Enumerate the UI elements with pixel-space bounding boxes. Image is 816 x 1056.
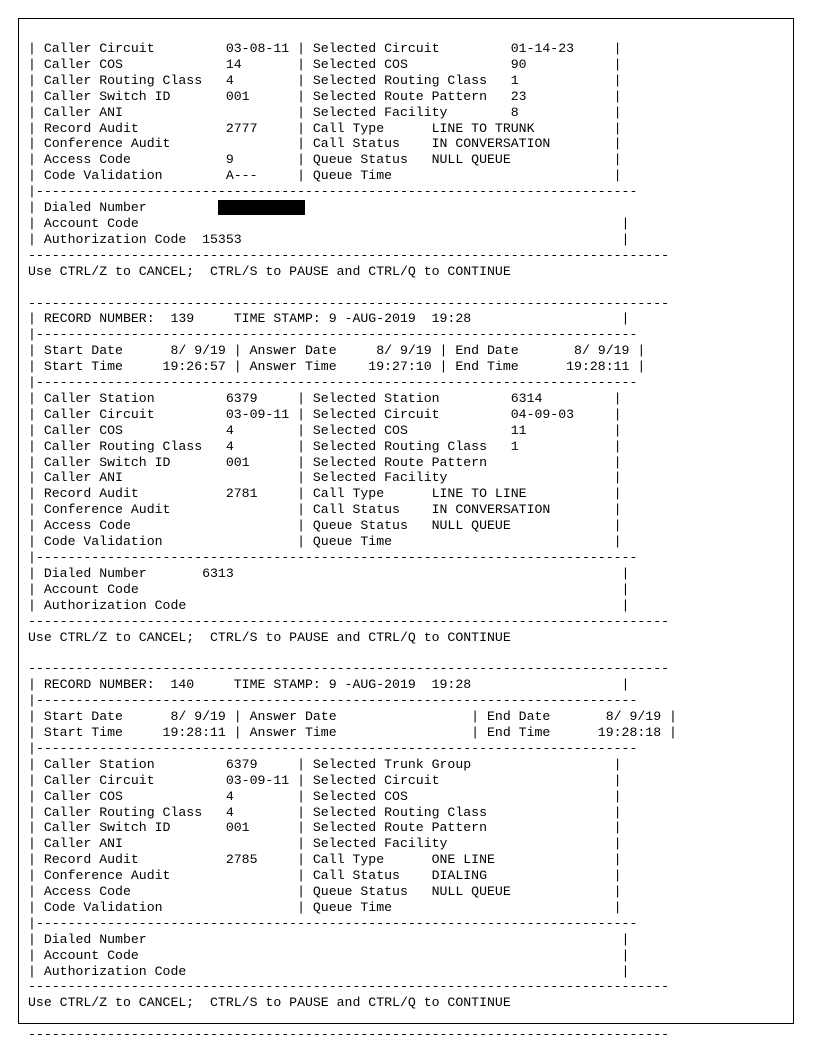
record-138-body: | Caller Circuit 03-08-11 | Selected Circuit 01-14-23 | | Caller COS 14 | Selected COS 90 | | Caller Routing Class 4 | Selected Routing Class 1 | | Caller Switch ID 001 | Selected Route Pattern 23 | | Caller ANI | Selected Facility 8 | | Record Audit 2777 | Call Type LINE TO TRUNK | | Conference Audit | Call Status IN CONVERSATION | | Access Code 9 | Queue Status NULL QUEUE | | Code Validation A--- | Queue Time | |---------------------------------------------------------------------------- | Dialed Number <box>28 41 638 216</box>
redacted-dialed-number <box>218 200 305 215</box>
records-139-140: | Account Code | | Authorization Code 15353 | --------------------------------------------------------------------------------- Use CTRL/Z to CANCEL; CTRL/S to PAUSE and CTRL/Q to CONTINUE --------------------------------------------------------------------------------- | RECORD NUMBER: 139 TIME STAMP: 9 -AUG-2019 19:28 | |---------------------------------------------------------------------------- | Start Date 8/ 9/19 | Answer Date 8/ 9/19 | End Date 8/ 9/19 | | Start Time 19:26:57 | Answer Time 19:27:10 | End Time 19:28:11 | |---------------------------------------------------------------------------- | Caller Station 6379 | Selected Station 6314 | | Caller Circuit 03-09-11 | Selected Circuit 04-09-03 | | Caller COS 4 | Selected COS 11 | | Caller Routing Class 4 | Selected Routing Class 1 | | Caller Switch ID 001 | Selected Route Pattern | | Caller ANI | Selected Facility | | Record Audit 2781 | Call Type LINE TO LINE | | Conference Audit | Call Status IN CONVERSATION | | Access Code | Queue Status NULL QUEUE | | Code Validation | Queue Time | |---------------------------------------------------------------------------- | Dialed Number 6313 | | Account Code | | Authorization Code | --------------------------------------------------------------------------------- Use CTRL/Z to CANCEL; CTRL/S to PAUSE and CTRL/Q to CONTINUE --------------------------------------------------------------------------------- | RECORD NUMBER: 140 TIME STAMP: 9 -AUG-2019 19:28 | |---------------------------------------------------------------------------- | Start Date 8/ 9/19 | Answer Date | End Date 8/ 9/19 | | Start Time 19:28:11 | Answer Time | End Time 19:28:18 | |---------------------------------------------------------------------------- | Caller Station 6379 | Selected Trunk Group | | Caller Circuit 03-09-11 | Selected Circuit | | Caller COS 4 | Selected COS | | Caller Routing Class 4 | Selected Routing Class | | Caller Switch ID 001 | Selected Route Pattern | | Caller ANI | Selected Facility | | Record Audit 2785 | Call Type ONE LINE | | Conference Audit | Call Status DIALING | | Access Code | Queue Status NULL QUEUE | | Code Validation | Queue Time | |---------------------------------------------------------------------------- | Dialed Number | | Account Code | | Authorization Code | --------------------------------------------------------------------------------- Use CTRL/Z to CANCEL; CTRL/S to PAUSE and CTRL/Q to CONTINUE --------------------------------------------------------------------------------- <box>28 215 677 1043</box>
terminal-printout-page <box>18 18 794 1043</box>
call-record-log <box>19 19 677 1043</box>
